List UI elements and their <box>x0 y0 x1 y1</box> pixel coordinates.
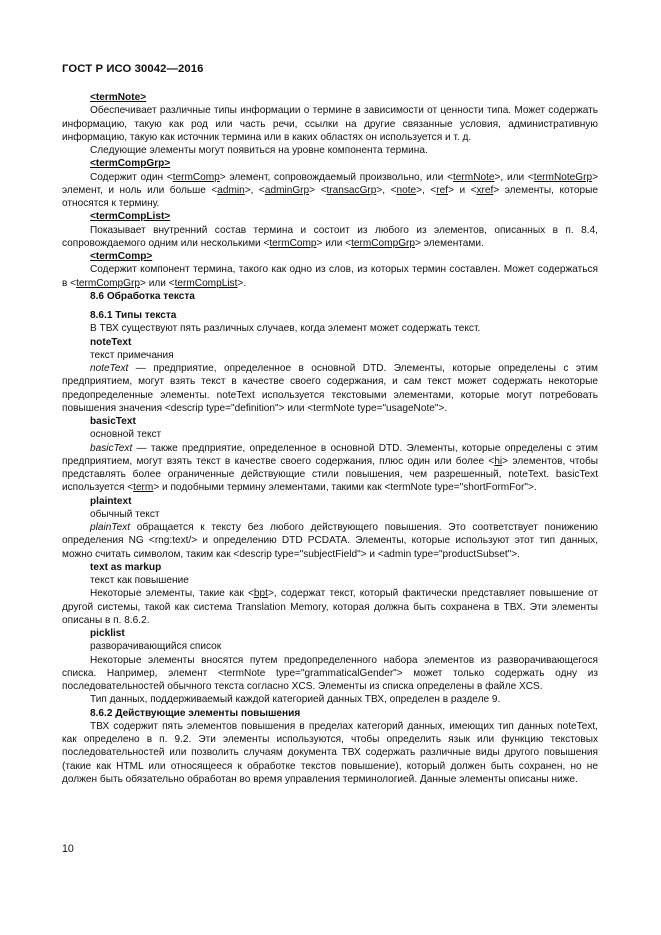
type-subtitle: текст примечания <box>90 349 174 361</box>
element-ref-link: ref <box>436 184 449 196</box>
paragraph: Содержит компонент термина, такого как одно из слов, из которых термин составлен. Может содержаться в <termCompGrp> или <termCompList>. <box>62 264 598 289</box>
type-name-basicText: basicText <box>90 416 136 427</box>
type-name-noteText: noteText <box>90 336 132 348</box>
running-header: ГОСТ Р ИСО 30042—2016 <box>62 63 204 75</box>
type-name-picklist: picklist <box>90 628 125 639</box>
page-content <box>62 91 598 786</box>
paragraph: Обеспечивает различные типы информации о термине в зависимости от ценности типа. Может содержать информацию, такую как род или часть речи, ссылки на другие связанные условия, административную информацию, такую как источник термина или в каких областях он используется и т. д. <box>62 105 598 143</box>
element-ref-link: termCompGrp <box>76 277 141 289</box>
element-ref-link: termNote <box>453 171 495 183</box>
element-ref-link: admin <box>217 184 245 196</box>
element-heading-termComp: <termComp> <box>90 251 153 262</box>
element-ref-link: termNoteGrp <box>533 171 593 183</box>
type-subtitle: разворачивающийся список <box>90 641 222 653</box>
section-heading-8-6: 8.6 Обработка текста <box>90 290 195 302</box>
paragraph: В ТВХ существуют пять различных случаев, когда элемент может содержать текст. <box>90 323 481 335</box>
element-heading-termCompGrp: <termCompGrp> <box>90 158 171 170</box>
element-ref-link: hi <box>494 455 503 467</box>
paragraph: Показывает внутренний состав термина и состоит из любого из элементов, описанных в п. 8.4, сопровождаемого одним или несколькими <termComp> или <termCompGrp> элементами. <box>62 224 598 249</box>
section-heading-8-6-2: 8.6.2 Действующие элементы повышения <box>90 707 301 719</box>
paragraph: basicText — также предприятие, определенное в основной DTD. Элементы, которые определены с этим предприятием, могут взять текст в качестве своего содержания, плюс один или более <hi> элементов, чтобы представлять более ограниченные действующие стили повышения, чем разрешенный, noteText. basicText используется <term> и подобными термину элементами, такими как <termNote type="shortFormFor">. <box>62 442 598 494</box>
element-ref-link: note <box>396 184 417 196</box>
paragraph: ТВХ содержит пять элементов повышения в пределах категорий данных, имеющих тип данных noteText, как определено в п. 9.2. Эти элементы используются, чтобы определить язык или функцию текстовых последовательностей или позволить случаям документа ТВХ содержать различные виды другого повышения (такие как HTML или относящееся к обработке текстов повышение), который должен быть сохранен, но не должен быть обязательно обработан во время управления терминологией. Данные элементы описаны ниже. <box>62 720 598 785</box>
paragraph: Содержит один <termComp> элемент, сопровождаемый произвольно, или <termNote>, или <termNoteGrp> элемент, и ноль или больше <admin>, <adminGrp> <transacGrp>, <note>, <ref> и <xref> элементы, которые относятся к термину. <box>62 171 599 209</box>
type-subtitle: обычный текст <box>90 508 160 520</box>
element-ref-link: termComp <box>269 237 317 249</box>
paragraph: Следующие элементы могут появиться на уровне компонента термина. <box>90 145 428 156</box>
section-heading-8-6-1: 8.6.1 Типы текста <box>90 310 177 321</box>
element-ref-link: adminGrp <box>264 184 310 196</box>
element-heading-termCompList: <termCompList> <box>90 211 171 223</box>
element-ref-link: termCompList <box>174 277 238 289</box>
paragraph: noteText — предприятие, определенное в основной DTD. Элементы, которые определены с этим предприятием, могут взять текст в качестве своего содержания, и сам текст может содержать некоторые предопределенные элементы. noteText используется текстовыми элементами, которые могут потребовать повышения значения <descrip type="definition"> или <termNote type="usageNote">. <box>62 363 598 414</box>
element-ref-link: xref <box>476 184 494 196</box>
type-subtitle: текст как повышение <box>90 575 189 586</box>
page-number: 10 <box>62 843 74 855</box>
type-name-plaintext: plaintext <box>90 495 132 507</box>
element-ref-link: term <box>133 482 154 494</box>
element-ref-link: transacGrp <box>326 184 377 196</box>
paragraph: Некоторые элементы, такие как <bpt>, содержат текст, который фактически представляет повышение от другой системы, такой как система Translation Memory, которая должна быть сохранена в ТВХ. Эти элементы описаны в п. 8.6.2. <box>62 588 598 626</box>
paragraph: plainText обращается к тексту без любого действующего повышения. Это соответствует понижению определения NG <rng:text/> и определению DTD PCDATA. Элементы, которые используют этот тип данных, можно считать символом, таким как <descrip type="subjectField"> и <admin type="productSubset">. <box>62 522 598 560</box>
paragraph: Некоторые элементы вносятся путем предопределенного набора элементов из разворачивающегося списка. Например, элемент <termNote type="grammaticalGender"> может только содержать одну из последовательностей обычного текста согласно XCS. Элементы из списка определены в файле XCS. <box>62 654 598 692</box>
type-subtitle: основной текст <box>90 429 162 441</box>
element-ref-link: termCompGrp <box>351 237 416 249</box>
element-ref-link: termComp <box>172 171 220 183</box>
type-name-text-as-markup: text as markup <box>90 561 162 573</box>
element-ref-link: bpt <box>253 588 268 600</box>
element-heading-termNote: <termNote> <box>90 92 147 103</box>
paragraph: Тип данных, поддерживаемый каждой категорией данных ТВХ, определен в разделе 9. <box>90 694 501 706</box>
